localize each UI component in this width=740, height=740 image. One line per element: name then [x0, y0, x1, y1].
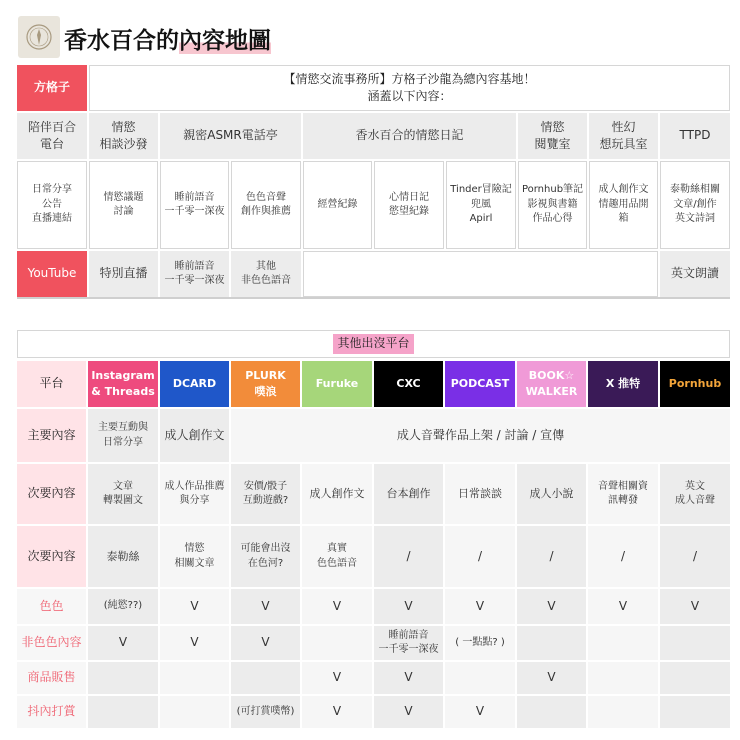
sese-cell-5: V — [445, 589, 515, 624]
sub1-row-label: 次要內容 — [17, 464, 86, 524]
sese-cell-7: V — [588, 589, 658, 624]
tips-cell-2: (可打賞噗幣) — [231, 696, 300, 728]
sese-row-label: 色色 — [17, 589, 86, 624]
platform-7: X 推特 — [588, 361, 658, 407]
page-title — [64, 22, 271, 55]
sub2-cell-7: / — [588, 526, 658, 587]
tips-cell-4: V — [374, 696, 443, 728]
nonsese-cell-2: V — [231, 626, 300, 660]
main-row-label: 主要內容 — [17, 409, 86, 462]
tips-cell-0 — [88, 696, 158, 728]
top-item-4: 經營紀錄 — [303, 161, 372, 249]
platform-0: Instagram & Threads — [88, 361, 158, 407]
youtube-item-1: 睡前語音 一千零一深夜 — [160, 251, 229, 297]
sub2-cell-1: 情慾 相關文章 — [160, 526, 229, 587]
top-item-7: Pornhub筆記 影視與書籍 作品心得 — [518, 161, 587, 249]
tips-row-label: 抖內打賞 — [17, 696, 86, 728]
title-highlight: 內容地圖 — [179, 28, 271, 54]
other-platforms-title-bar — [17, 330, 730, 358]
nonsese-cell-3 — [302, 626, 372, 660]
sub2-cell-3: 真實 色色語音 — [302, 526, 372, 587]
goods-cell-6: V — [517, 662, 586, 694]
top-item-6: Tinder冒險記 兜風 Apirl — [446, 161, 516, 249]
youtube-label: YouTube — [17, 251, 87, 297]
logo-seal — [18, 16, 60, 58]
sub1-cell-7: 音聲相關資 訊轉發 — [588, 464, 658, 524]
sese-cell-4: V — [374, 589, 443, 624]
goods-cell-1 — [160, 662, 229, 694]
sese-cell-8: V — [660, 589, 730, 624]
top-header-0: 陪伴百合 電台 — [17, 113, 87, 159]
tips-cell-8 — [660, 696, 730, 728]
nonsese-cell-7 — [588, 626, 658, 660]
main-cell-0: 主要互動與 日常分享 — [88, 409, 158, 462]
sub1-cell-2: 安價/骰子 互動遊戲? — [231, 464, 300, 524]
sese-cell-6: V — [517, 589, 586, 624]
sub1-cell-4: 台本創作 — [374, 464, 443, 524]
youtube-empty-area — [303, 251, 658, 297]
top-item-8: 成人創作文 情趣用品開 箱 — [589, 161, 658, 249]
tips-cell-1 — [160, 696, 229, 728]
youtube-item-3: 英文朗讀 — [660, 251, 730, 297]
top-header-6: TTPD — [660, 113, 730, 159]
sese-cell-2: V — [231, 589, 300, 624]
platform-4: CXC — [374, 361, 443, 407]
nonsese-cell-5: ( 一點點? ) — [445, 626, 515, 660]
top-item-2: 睡前語音 一千零一深夜 — [160, 161, 229, 249]
tips-cell-3: V — [302, 696, 372, 728]
sub1-cell-6: 成人小說 — [517, 464, 586, 524]
platform-2: PLURK 噗浪 — [231, 361, 300, 407]
platform-row-label: 平台 — [17, 361, 86, 407]
goods-cell-8 — [660, 662, 730, 694]
sub2-cell-0: 泰勒絲 — [88, 526, 158, 587]
nonsese-cell-0: V — [88, 626, 158, 660]
goods-cell-3: V — [302, 662, 372, 694]
goods-row-label: 商品販售 — [17, 662, 86, 694]
sub2-cell-4: / — [374, 526, 443, 587]
youtube-item-2: 其他 非色色語音 — [231, 251, 301, 297]
nonsese-row-label: 非色色內容 — [17, 626, 86, 660]
top-header-4: 情慾 閱覽室 — [518, 113, 587, 159]
sese-cell-1: V — [160, 589, 229, 624]
sub2-cell-2: 可能會出沒 在色河? — [231, 526, 300, 587]
sub2-cell-6: / — [517, 526, 586, 587]
platform-3: Furuke — [302, 361, 372, 407]
top-item-9: 泰勒絲相關 文章/創作 英文詩詞 — [660, 161, 730, 249]
goods-cell-0 — [88, 662, 158, 694]
tips-cell-6 — [517, 696, 586, 728]
top-header-3: 香水百合的情慾日記 — [303, 113, 516, 159]
fang-banner: 【情慾交流事務所】方格子沙龍為總內容基地！ 涵蓋以下內容： — [89, 65, 730, 111]
sese-cell-3: V — [302, 589, 372, 624]
tips-cell-5: V — [445, 696, 515, 728]
sub2-cell-5: / — [445, 526, 515, 587]
goods-cell-7 — [588, 662, 658, 694]
tips-cell-7 — [588, 696, 658, 728]
top-item-5: 心情日記 慾望紀錄 — [374, 161, 444, 249]
top-header-2: 親密ASMR電話亭 — [160, 113, 301, 159]
nonsese-cell-4: 睡前語音 一千零一深夜 — [374, 626, 443, 660]
top-header-5: 性幻 想玩具室 — [589, 113, 658, 159]
youtube-item-0: 特別直播 — [89, 251, 158, 297]
sub1-cell-3: 成人創作文 — [302, 464, 372, 524]
sub1-cell-8: 英文 成人音聲 — [660, 464, 730, 524]
sub2-row-label: 次要內容 — [17, 526, 86, 587]
nonsese-cell-6 — [517, 626, 586, 660]
platform-6: BOOK☆ WALKER — [517, 361, 586, 407]
seal-icon — [18, 16, 60, 58]
goods-cell-5 — [445, 662, 515, 694]
top-header-1: 情慾 相談沙發 — [89, 113, 158, 159]
top-item-1: 情慾議題 討論 — [89, 161, 158, 249]
goods-cell-4: V — [374, 662, 443, 694]
main-cell-merged: 成人音聲作品上架 / 討論 / 宣傳 — [231, 409, 730, 462]
section-divider — [17, 297, 730, 299]
goods-cell-2 — [231, 662, 300, 694]
platform-1: DCARD — [160, 361, 229, 407]
sub1-cell-5: 日常談談 — [445, 464, 515, 524]
nonsese-cell-1: V — [160, 626, 229, 660]
fang-label: 方格子 — [17, 65, 87, 111]
sub1-cell-1: 成人作品推薦 與分享 — [160, 464, 229, 524]
title-prefix: 香水百合的 — [64, 28, 179, 54]
sese-cell-0: (純慾??) — [88, 589, 158, 624]
main-cell-1: 成人創作文 — [160, 409, 229, 462]
platform-5: PODCAST — [445, 361, 515, 407]
other-platforms-title: 其他出沒平台 — [333, 334, 413, 353]
nonsese-cell-8 — [660, 626, 730, 660]
top-item-0: 日常分享 公告 直播連結 — [17, 161, 87, 249]
top-item-3: 色色音聲 創作與推薦 — [231, 161, 301, 249]
sub2-cell-8: / — [660, 526, 730, 587]
platform-8: Pornhub — [660, 361, 730, 407]
sub1-cell-0: 文章 轉製圖文 — [88, 464, 158, 524]
